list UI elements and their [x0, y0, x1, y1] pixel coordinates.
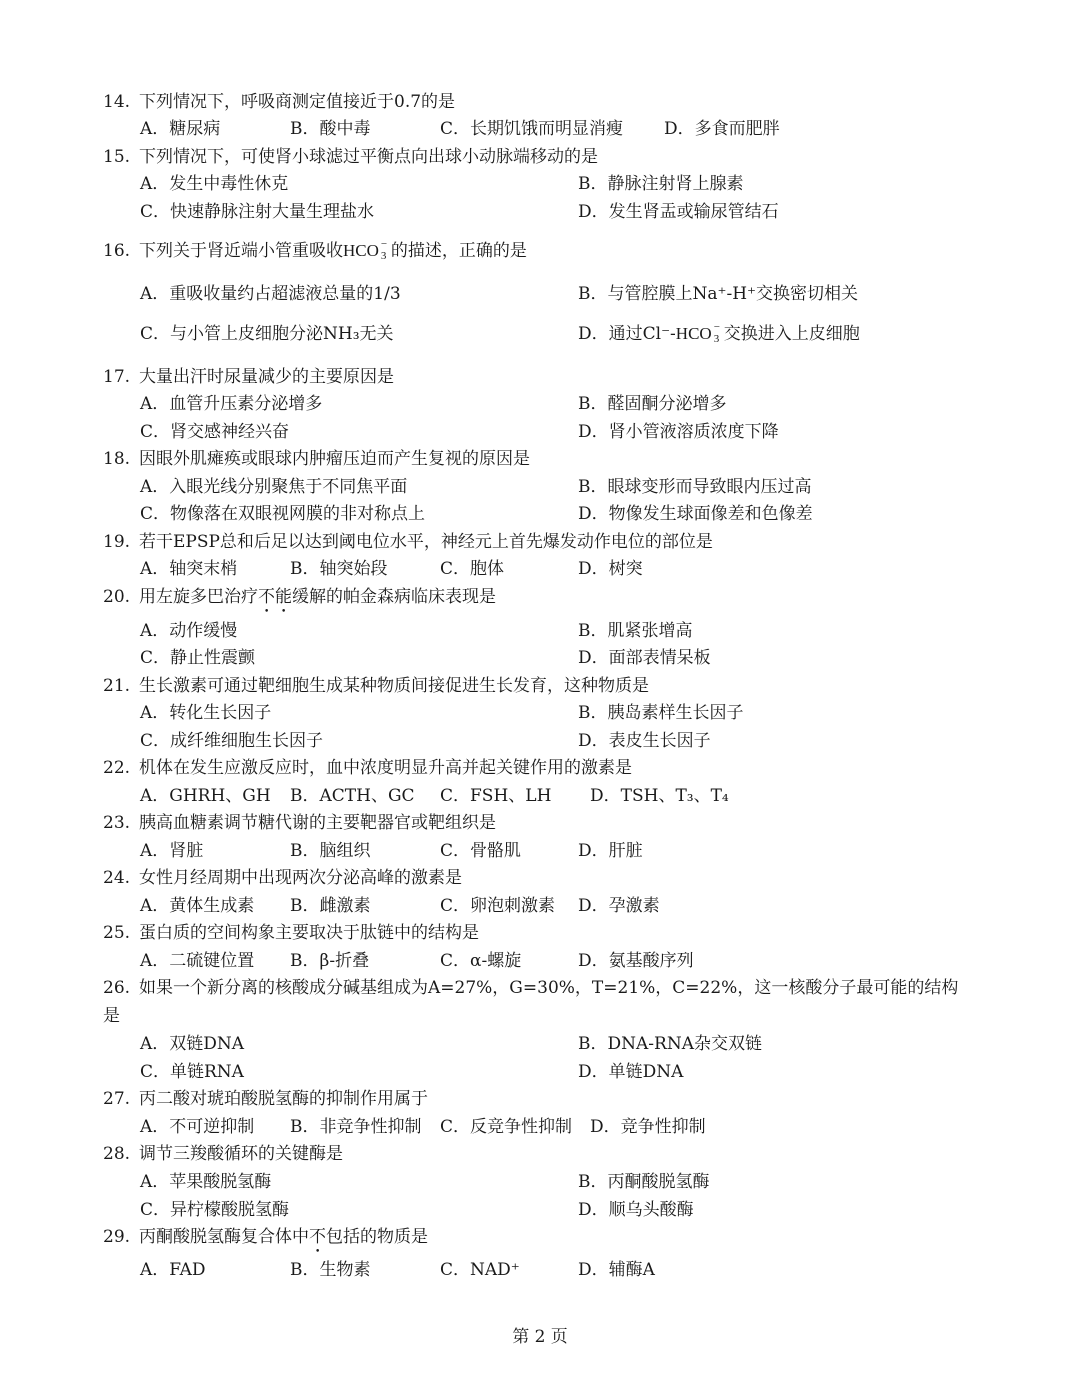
question-number: 26.: [103, 978, 131, 998]
question-16: [103, 236, 527, 261]
question-text: 下列情况下，呼吸商测定值接近于0.7的是: [139, 92, 456, 112]
question-text: 调节三羧酸循环的关键酶是: [139, 1144, 343, 1164]
emphasis-text: 不能: [258, 587, 292, 607]
option-c: C．成纤维细胞生长因子: [140, 731, 324, 751]
option-a: A．黄体生成素: [140, 896, 255, 916]
option-b: B．胰岛素样生长因子: [578, 703, 744, 723]
option-b: B．β-折叠: [290, 951, 370, 971]
option-a: A．入眼光线分别聚焦于不同焦平面: [140, 477, 408, 497]
question-text-cont: 包括的物质是: [326, 1227, 428, 1247]
option-b: B．醛固酮分泌增多: [578, 394, 727, 414]
question-number: 28.: [103, 1144, 131, 1164]
option-d: D．顺乌头酸酶: [578, 1200, 694, 1220]
question-text: 胰高血糖素调节糖代谢的主要靶器官或靶组织是: [139, 813, 496, 833]
question-text: 丙二酸对琥珀酸脱氢酶的抑制作用属于: [139, 1089, 428, 1109]
option-a: A．发生中毒性休克: [140, 174, 289, 194]
question-text: 机体在发生应激反应时，血中浓度明显升高并起关键作用的激素是: [139, 758, 632, 778]
question-27: [103, 1084, 428, 1109]
question-text: 下列情况下，可使肾小球滤过平衡点向出球小动脉端移动的是: [139, 147, 598, 167]
option-a: A．重吸收量约占超滤液总量的1/3: [140, 284, 401, 304]
question-text: 丙酮酸脱氢酶复合体中: [139, 1227, 309, 1247]
option-a: A．FAD: [140, 1260, 206, 1280]
question-text-cont: 的描述，正确的是: [390, 241, 527, 261]
option-b: B．非竞争性抑制: [290, 1117, 422, 1137]
question-text: 用左旋多巴治疗: [139, 587, 258, 607]
option-b: B．ACTH、GC: [290, 786, 415, 806]
question-number: 23.: [103, 813, 131, 833]
option-a: A．不可逆抑制: [140, 1117, 255, 1137]
option-b: B．生物素: [290, 1260, 371, 1280]
option-c: C．快速静脉注射大量生理盐水: [140, 202, 375, 222]
question-number: 18.: [103, 449, 131, 469]
option-b: B．DNA-RNA杂交双链: [578, 1034, 762, 1054]
question-number: 24.: [103, 868, 131, 888]
option-d: D．辅酶A: [578, 1260, 655, 1280]
hco3-formula: HCO − 3: [343, 238, 388, 262]
question-28: [103, 1139, 343, 1164]
option-a: A．二硫键位置: [140, 951, 255, 971]
option-c: C．静止性震颤: [140, 648, 256, 668]
option-d: D．竞争性抑制: [590, 1117, 706, 1137]
option-b: B．酸中毒: [290, 119, 371, 139]
question-20: [103, 582, 496, 617]
question-number: 27.: [103, 1089, 131, 1109]
question-18: [103, 444, 530, 469]
option-a: A．苹果酸脱氢酶: [140, 1172, 272, 1192]
option-d: D．肝脏: [578, 841, 643, 861]
option-c: C．异柠檬酸脱氢酶: [140, 1200, 290, 1220]
question-number: 20.: [103, 587, 131, 607]
question-25: [103, 918, 479, 943]
option-a: A．血管升压素分泌增多: [140, 394, 323, 414]
option-c: C．长期饥饿而明显消瘦: [440, 119, 624, 139]
option-d: D．单链DNA: [578, 1062, 684, 1082]
option-b: B．与管腔膜上Na⁺-H⁺交换密切相关: [578, 284, 859, 304]
question-23: [103, 808, 496, 833]
option-b: B．轴突始段: [290, 559, 388, 579]
question-number: 22.: [103, 758, 131, 778]
option-d: D．表皮生长因子: [578, 731, 711, 751]
question-number: 16.: [103, 241, 131, 261]
question-24: [103, 863, 462, 888]
option-c: C．反竞争性抑制: [440, 1117, 573, 1137]
option-d: D．肾小管液溶质浓度下降: [578, 422, 779, 442]
hco3-formula: HCO − 3: [675, 321, 720, 345]
question-text: 生长激素可通过靶细胞生成某种物质间接促进生长发育，这种物质是: [139, 676, 649, 696]
option-d: D．氨基酸序列: [578, 951, 694, 971]
question-text: 大量出汗时尿量减少的主要原因是: [139, 367, 394, 387]
option-b: B．眼球变形而导致眼内压过高: [578, 477, 812, 497]
option-c: C．α-螺旋: [440, 951, 522, 971]
option-d: D．多食而肥胖: [664, 119, 780, 139]
question-text-cont: 缓解的帕金森病临床表现是: [292, 587, 496, 607]
option-a: A．动作缓慢: [140, 621, 238, 641]
option-c: C．与小管上皮细胞分泌NH₃无关: [140, 324, 394, 344]
option-c: C．FSH、LH: [440, 786, 552, 806]
option-b: B．雌激素: [290, 896, 371, 916]
option-a: A．糖尿病: [140, 119, 221, 139]
question-number: 29.: [103, 1227, 131, 1247]
option-d: D．孕激素: [578, 896, 660, 916]
option-c: C．单链RNA: [140, 1062, 244, 1082]
option-d: D．树突: [578, 559, 643, 579]
question-number: 19.: [103, 532, 131, 552]
page-number: 第 2 页: [512, 1327, 568, 1347]
option-c: C．肾交感神经兴奋: [140, 422, 290, 442]
question-15: [103, 142, 598, 167]
option-c: C．卵泡刺激素: [440, 896, 556, 916]
question-number: 15.: [103, 147, 131, 167]
question-text: 蛋白质的空间构象主要取决于肽链中的结构是: [139, 923, 479, 943]
option-c: C．NAD⁺: [440, 1260, 520, 1280]
option-d: D．通过Cl⁻-HCO − 3 交换进入上皮细胞: [578, 321, 860, 345]
emphasis-text: 不: [309, 1227, 326, 1247]
option-b: B．脑组织: [290, 841, 371, 861]
question-text: 因眼外肌瘫痪或眼球内肿瘤压迫而产生复视的原因是: [139, 449, 530, 469]
option-a: A．GHRH、GH: [140, 786, 271, 806]
question-19: [103, 527, 713, 552]
option-d: D．物像发生球面像差和色像差: [578, 504, 813, 524]
option-a: A．转化生长因子: [140, 703, 272, 723]
option-d: D．发生肾盂或输尿管结石: [578, 202, 779, 222]
question-17: [103, 362, 394, 387]
option-c: C．骨骼肌: [440, 841, 522, 861]
option-a: A．轴突末梢: [140, 559, 238, 579]
question-29: [103, 1222, 428, 1257]
question-number: 25.: [103, 923, 131, 943]
question-text: 女性月经周期中出现两次分泌高峰的激素是: [139, 868, 462, 888]
question-21: [103, 671, 649, 696]
question-14: [103, 87, 455, 112]
question-text: 如果一个新分离的核酸成分碱基组成为A=27%，G=30%，T=21%，C=22%，这一核酸分子最可能的结构: [139, 978, 959, 998]
option-c: C．物像落在双眼视网膜的非对称点上: [140, 504, 426, 524]
question-text: 若干EPSP总和后足以达到阈电位水平，神经元上首先爆发动作电位的部位是: [139, 532, 713, 552]
option-a: A．肾脏: [140, 841, 204, 861]
question-number: 17.: [103, 367, 131, 387]
question-22: [103, 753, 632, 778]
option-b: B．静脉注射肾上腺素: [578, 174, 744, 194]
option-b: B．丙酮酸脱氢酶: [578, 1172, 710, 1192]
option-c: C．胞体: [440, 559, 505, 579]
option-d: D．面部表情呆板: [578, 648, 711, 668]
option-d: D．TSH、T₃、T₄: [590, 786, 729, 806]
option-b: B．肌紧张增高: [578, 621, 693, 641]
question-text: 下列关于肾近端小管重吸收: [139, 241, 343, 261]
option-a: A．双链DNA: [140, 1034, 245, 1054]
question-26-continued: 是: [103, 1006, 120, 1026]
question-number: 14.: [103, 92, 131, 112]
question-number: 21.: [103, 676, 131, 696]
question-26: [103, 973, 958, 998]
